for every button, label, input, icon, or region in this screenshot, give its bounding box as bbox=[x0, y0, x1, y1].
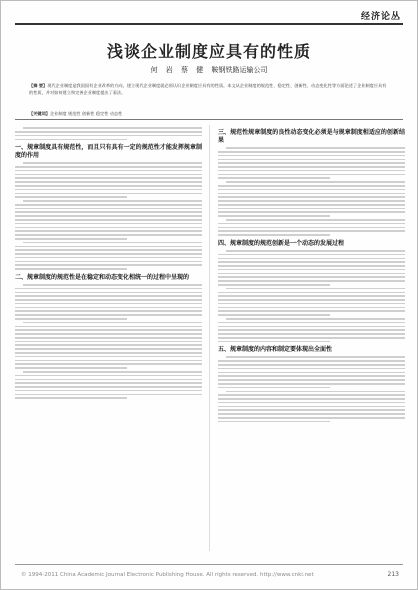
section-1-body bbox=[15, 162, 202, 269]
article-keywords bbox=[29, 111, 389, 117]
journal-section-name: 经济论丛 bbox=[360, 12, 401, 22]
section-heading-3: 三、规范性规章制度的良性动态变化必须是与规章制度相适应的创新结果 bbox=[218, 129, 405, 144]
section-heading-4: 四、规章制度的规范创新是一个动态的发展过程 bbox=[218, 239, 345, 247]
section-3-body bbox=[218, 147, 405, 236]
header-rule bbox=[15, 23, 403, 25]
article-abstract bbox=[29, 83, 389, 96]
section-heading-5: 五、规章制度的内容和制定要体现出全面性 bbox=[218, 346, 333, 354]
body-column-right bbox=[218, 125, 405, 551]
abstract-divider bbox=[15, 119, 403, 120]
section-2-body bbox=[15, 284, 202, 399]
column-separator bbox=[209, 125, 210, 551]
copyright-footer: © 1994-2011 China Academic Journal Electronic Publishing House. All rights reserved. http://www.cnki.net bbox=[21, 572, 314, 578]
intro-paragraph bbox=[15, 127, 202, 140]
footer-rule bbox=[15, 564, 403, 565]
article-title: 浅谈企业制度应具有的性质 bbox=[106, 42, 311, 61]
section-4-body bbox=[218, 250, 405, 342]
section-heading-2: 二、规章制度的规范性是在稳定和动态变化相统一的过程中呈现的 bbox=[15, 273, 190, 281]
page-number: 213 bbox=[387, 571, 399, 578]
section-heading-1: 一、规章制度具有规范性，而且只有具有一定的规范性才能发挥规章制度的作用 bbox=[15, 144, 202, 160]
keywords-text: 企业制度 规范性 创新性 稳定性 动态性 bbox=[49, 111, 123, 116]
keywords-label: 【关键词】 bbox=[29, 111, 50, 116]
abstract-label: 【摘 要】 bbox=[29, 83, 48, 88]
body-column-left bbox=[15, 125, 202, 551]
section-5-body bbox=[218, 356, 405, 422]
abstract-text: 现代企业制度是我国国有企业改革的方向，建立现代企业制度就必须认识企业制度应具有的性质。本文从企业制度的规范性、稳定性、创新性、动态变化性等方面论述了企业制度应具有的性质，并对如何建立和完善企业制度提出了看法。 bbox=[29, 83, 387, 95]
article-authors: 何 岩 蔡 健 鞍钢铁路运输公司 bbox=[150, 66, 268, 74]
